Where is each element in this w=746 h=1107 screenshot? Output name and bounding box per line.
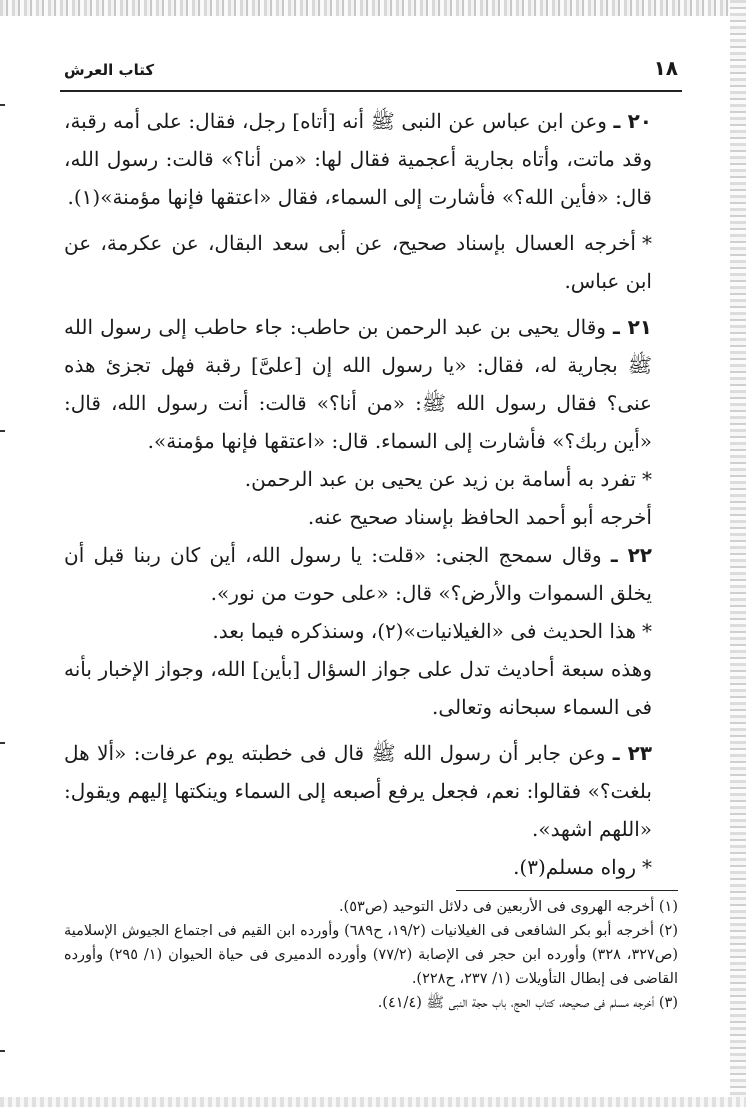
scan-tick-mark [0, 742, 5, 744]
hadith-21 [60, 308, 682, 460]
scan-tick-mark [0, 1050, 5, 1052]
hadith-20 [60, 102, 682, 216]
hadith-text: وقال يحيى بن عبد الرحمن بن حاطب: جاء حاطب إلى رسول الله ﷺ بجارية له، فقال: «يا رسول الله إن [علىَّ] رقبة فهل تجزئ هذه عنى؟ فقال رسول الله ﷺ: «من أنا؟» قالت: أنت رسول الله، قال: «أين ربك؟» فأشارت إلى السماء. قال: «اعتقها فإنها مؤمنة». [64, 315, 652, 453]
summary-text: وهذه سبعة أحاديث تدل على جواز السؤال [بأين] الله، وجواز الإخبار بأنه فى السماء سبحانه وتعالى. [64, 657, 652, 719]
footnotes [60, 895, 682, 1015]
star-marker: * [642, 231, 652, 255]
footnote-3: (٣) أخرجه مسلم فى صحيحه، كتاب الحج، باب حجة النبى ﷺ (٤١/٤). [377, 995, 678, 1011]
hadith-23-note [60, 848, 682, 886]
note-text: هذا الحديث فى «الغيلانيات»(٢)، وسنذكره فيما بعد. [212, 619, 636, 643]
hadith-21-note [60, 460, 682, 498]
scan-tick-mark [0, 104, 5, 106]
hadith-text: وعن ابن عباس عن النبى ﷺ أنه [أتاه] رجل، فقال: على أمه رقبة، وقد ماتت، وأتاه بجارية أعجمية فقال لها: «من أنا؟» قالت: رسول الله، قال: «فأين الله؟» فأشارت إلى السماء، فقال «اعتقها فإنها مؤمنة»(١). [64, 109, 652, 209]
star-marker: * [642, 855, 652, 879]
scan-tick-mark [0, 430, 5, 432]
star-marker: * [642, 619, 652, 643]
hadith-text: وعن جابر أن رسول الله ﷺ قال فى خطبته يوم عرفات: «ألا هل بلغت؟» فقالوا: نعم، فجعل يرفع أصبعه إلى السماء وينكتها إليهم ويقول: «اللهم اشهد». [64, 741, 652, 841]
footnote-1: (١) أخرجه الهروى فى الأربعين فى دلائل التوحيد (ص٥٣). [338, 899, 678, 915]
footnote-separator [456, 890, 678, 891]
star-marker: * [642, 467, 652, 491]
hadith-21-note-2 [60, 498, 682, 536]
footnote-2: (٢) أخرجه أبو بكر الشافعى فى الغيلانيات (١٩/٢، ح٦٨٩) وأورده ابن القيم فى اجتماع الجيوش الإسلامية (ص٣٢٧، ٣٢٨) وأورده ابن حجر فى الإصابة (٧٧/٢) وأورده الدميرى فى حياة الحيوان (١/ ٢٩٥) وأورده القاضى فى إبطال التأويلات (١/ ٢٣٧، ح٢٢٨). [64, 923, 679, 987]
hadith-number: ٢٣ ـ [612, 741, 652, 765]
scan-border-right [730, 0, 746, 1107]
page-number: ١٨ [653, 56, 678, 80]
scan-border-top [0, 0, 746, 16]
hadith-number: ٢١ ـ [613, 315, 652, 339]
note-text: رواه مسلم(٣). [513, 855, 636, 879]
summary-paragraph [60, 650, 682, 726]
main-text [60, 102, 682, 886]
page-header [60, 56, 682, 92]
note-text: تفرد به أسامة بن زيد عن يحيى بن عبد الرحمن. [244, 467, 636, 491]
book-title: كتاب العرش [64, 61, 155, 79]
hadith-22-note [60, 612, 682, 650]
note-text: أخرجه العسال بإسناد صحيح، عن أبى سعد البقال، عن عكرمة، عن ابن عباس. [64, 231, 652, 293]
hadith-number: ٢٢ ـ [610, 543, 652, 567]
book-page [60, 56, 682, 1015]
hadith-22 [60, 536, 682, 612]
hadith-text: وقال سمحج الجنى: «قلت: يا رسول الله، أين كان ربنا قبل أن يخلق السموات والأرض؟» قال: «على حوت من نور». [64, 543, 652, 605]
hadith-number: ٢٠ ـ [613, 109, 652, 133]
hadith-20-note [60, 224, 682, 300]
note-text: أخرجه أبو أحمد الحافظ بإسناد صحيح عنه. [307, 505, 652, 529]
scan-border-bottom [0, 1097, 746, 1107]
hadith-23 [60, 734, 682, 848]
